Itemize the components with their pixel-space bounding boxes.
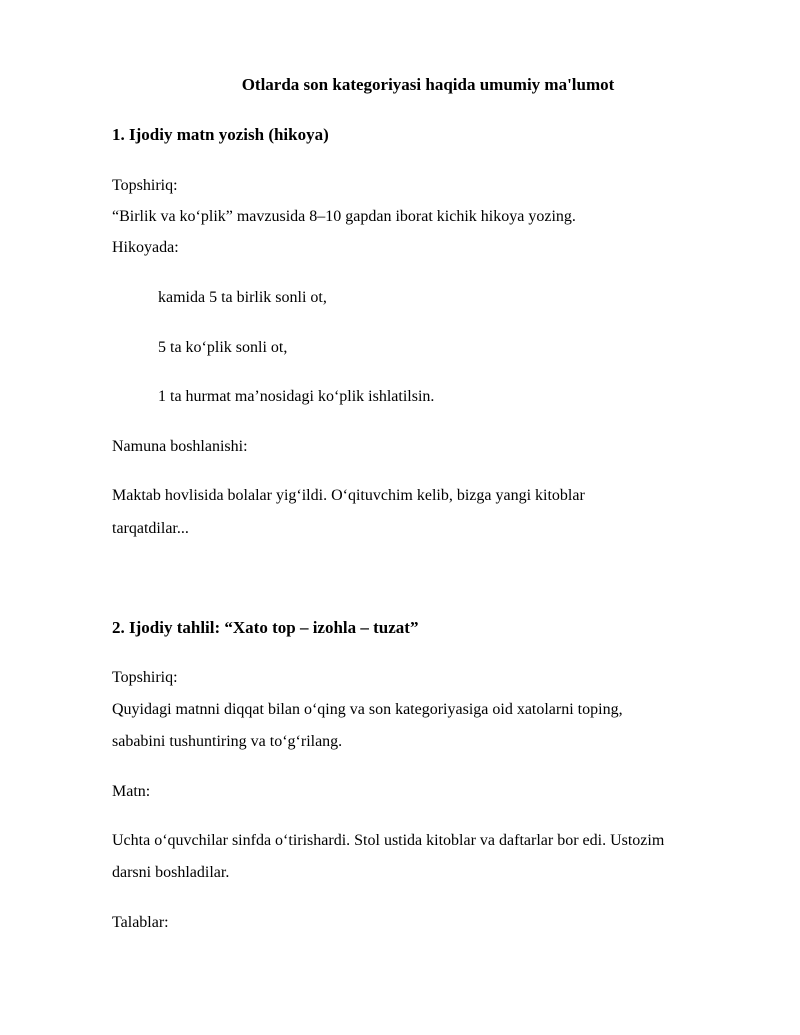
document-title: Otlarda son kategoriyasi haqida umumiy ma'lumot (241, 75, 615, 94)
exercise-text-line: Uchta o‘quvchilar sinfda o‘tirishardi. Stol ustida kitoblar va daftarlar bor edi. Ustozim (112, 832, 665, 849)
sample-label: Namuna boshlanishi: (112, 438, 248, 455)
section-1-heading: 1. Ijodiy matn yozish (hikoya) (112, 125, 329, 144)
section-2-task-line: sababini tushuntiring va to‘g‘rilang. (112, 733, 343, 750)
section-2-task-line: Quyidagi matnni diqqat bilan o‘qing va son kategoriyasiga oid xatolarni toping, (112, 701, 623, 718)
section-2-task-label: Topshiriq: (112, 669, 178, 686)
exercise-text-line: darsni boshladilar. (112, 864, 230, 881)
section-1-task-label: Topshiriq: (112, 177, 178, 194)
sample-text-line: tarqatdilar... (112, 520, 189, 537)
section-1-story-label: Hikoyada: (112, 239, 179, 256)
sample-text-line: Maktab hovlisida bolalar yig‘ildi. O‘qituvchim kelib, bizga yangi kitoblar (112, 487, 585, 504)
requirement-item: 5 ta ko‘plik sonli ot, (158, 339, 288, 356)
requirement-item: kamida 5 ta birlik sonli ot, (158, 289, 327, 306)
text-label: Matn: (112, 783, 151, 800)
requirement-item: 1 ta hurmat ma’nosidagi ko‘plik ishlatilsin. (158, 388, 435, 405)
section-1-task-text: “Birlik va ko‘plik” mavzusida 8–10 gapdan iborat kichik hikoya yozing. (112, 208, 576, 225)
requirements-label: Talablar: (112, 914, 169, 931)
section-2-heading: 2. Ijodiy tahlil: “Xato top – izohla – tuzat” (112, 618, 419, 637)
